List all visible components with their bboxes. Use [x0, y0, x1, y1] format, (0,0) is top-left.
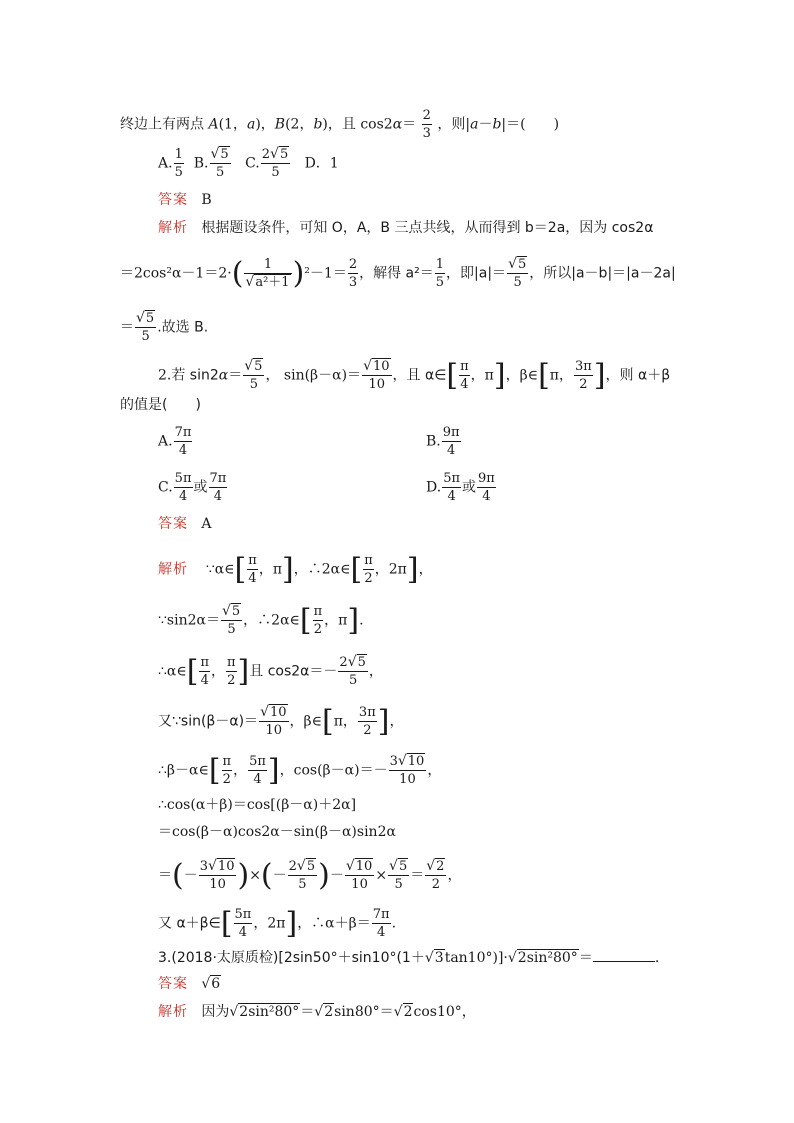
q1-stem: 终边上有两点 A(1，a)，B(2，b)，且 cos2α＝ $\frac{2}{3}$ ，则|a－b|＝( ): [120, 108, 560, 141]
q2-sol-line-6: ∴cos(α＋β)＝cos[(β－α)＋2α]: [158, 797, 357, 813]
q1-options: [158, 146, 339, 181]
option-c-value: $\frac{2√5}{5}$: [261, 146, 289, 180]
solution-label: 解析: [158, 1004, 188, 1020]
answer-value: B: [201, 192, 212, 208]
q2-option-a: A. $\frac{7\pi}{4}$: [158, 425, 192, 458]
answer-blank: [593, 949, 655, 962]
q2-sol-line-1: 解析 ∵α∈[ $\frac{\pi}{4}$ ，π]，∴2α∈[ $\frac{\pi}{2}$ ，2π]，: [158, 551, 433, 587]
q3-answer: [158, 975, 221, 993]
q2-stem-line-2: 的值是( ): [120, 397, 201, 413]
q1-solution-line-3: ＝ $\frac{√5}{5}$ .故选 B.: [120, 310, 209, 344]
q2-sol-line-8: ＝(－ $\frac{3√10}{10}$ )×(－ $\frac{2√5}{5}$ )－ $\frac{√10}{10}$ × $\frac{√5}{5}$ ＝ $\frac{√2}{2}$ ，: [158, 857, 462, 893]
fraction: $\frac{2}{3}$: [422, 108, 431, 141]
option-a-label: A.: [158, 155, 173, 172]
option-a-value: $\frac{1}{5}$: [174, 147, 183, 180]
q1-solution-line-2: ＝2cos²α－1＝2·( $\frac{1}{\text{√a²＋1}}$ )²－1＝ $\frac{2}{3}$ ，解得 a²＝ $\frac{1}{5}$ ，即|a|＝ $\frac{√5}{5}$ ，所以|a－b|＝|a－2a|: [120, 255, 676, 291]
option-b-value: $\frac{√5}{5}$: [210, 146, 229, 180]
q2-stem-line-1: 2.若 sin2α＝ $\frac{√5}{5}$ ， sin(β－α)＝ $\frac{√10}{10}$ ，且 α∈[ $\frac{\pi}{4}$ ，π]，β∈[π， $\frac{3\pi}{2}$ ]，则 α＋β: [158, 357, 671, 393]
solution-label: 解析: [158, 561, 188, 578]
option-d: D．1: [304, 155, 339, 172]
answer-label: 答案: [158, 516, 188, 532]
answer-label: 答案: [158, 192, 188, 208]
answer-value: A: [201, 516, 212, 532]
q1-answer: [158, 191, 212, 209]
option-c-label: C.: [245, 155, 260, 172]
q2-option-b: B. $\frac{9\pi}{4}$: [426, 425, 460, 458]
q3-stem: 3.(2018·太原质检)[2sin50°＋sin10°(1＋√3tan10°)]·√2sin²80°＝ .: [158, 950, 660, 966]
q2-option-d: D. $\frac{5\pi}{4}$ 或 $\frac{9\pi}{4}$: [426, 471, 495, 504]
q2-sol-line-2: ∵sin2α＝ $\frac{√5}{5}$ ，∴2α∈[ $\frac{\pi}{2}$ ，π].: [158, 602, 364, 638]
solution-label: 解析: [158, 220, 188, 236]
q2-sol-line-7: ＝cos(β－α)cos2α－sin(β－α)sin2α: [158, 824, 396, 840]
answer-value: √6: [201, 976, 221, 992]
q2-option-c: C. $\frac{5\pi}{4}$ 或 $\frac{7\pi}{4}$: [158, 471, 227, 504]
q3-solution: 解析 因为√2sin²80°＝√2sin80°＝√2cos10°，: [158, 1004, 476, 1020]
answer-label: 答案: [158, 976, 188, 992]
q2-answer: [158, 515, 211, 533]
q2-sol-line-9: 又 α＋β∈[ $\frac{5\pi}{4}$ ，2π]，∴α＋β＝ $\frac{7\pi}{4}$ .: [158, 905, 397, 941]
q2-sol-line-5: ∴β－α∈[ $\frac{\pi}{2}$ ， $\frac{5\pi}{4}$ ]，cos(β－α)＝－ $\frac{3√10}{10}$ ，: [158, 752, 442, 788]
q2-sol-line-4: 又∵sin(β－α)＝ $\frac{√10}{10}$ ，β∈[π， $\frac{3\pi}{2}$ ]，: [158, 703, 404, 739]
q1-solution-line-1: 解析 根据题设条件，可知 O，A，B 三点共线，从而得到 b＝2a，因为 cos2α: [158, 220, 654, 236]
q2-sol-line-3: ∴α∈[ $\frac{\pi}{4}$ ， $\frac{\pi}{2}$ ]且 cos2α＝－ $\frac{2√5}{5}$ ，: [158, 653, 383, 689]
option-b-label: B.: [193, 155, 209, 172]
